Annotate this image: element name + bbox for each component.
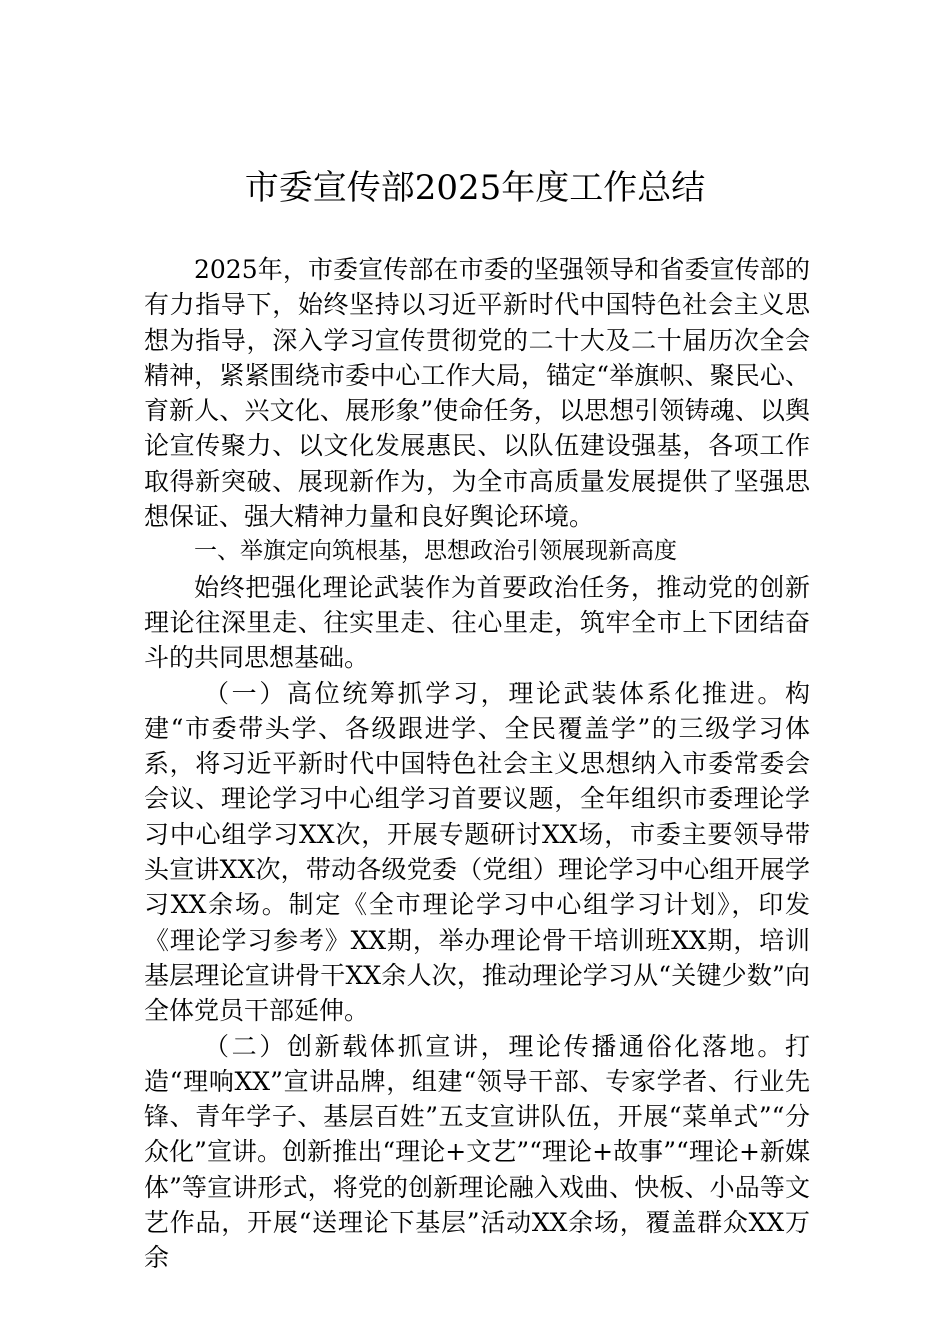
subsection-1-paragraph: （一）高位统筹抓学习，理论武装体系化推进。构建“市委带头学、各级跟进学、全民覆盖学”的三级学习体系，将习近平新时代中国特色社会主义思想纳入市委常委会会议、理论学习中心组学习首要议题，全年组织市委理论学习中心组学习XX次，开展专题研讨XX场，市委主要领导带头宣讲XX次，带动各级党委（党组）理论学习中心组开展学习XX余场。制定《全市理论学习中心组学习计划》，印发《理论学习参考》XX期，举办理论骨干培训班XX期，培训基层理论宣讲骨干XX余人次，推动理论学习从“关键少数”向全体党员干部延伸。 <box>144 678 810 1026</box>
section-1-intro-paragraph: 始终把强化理论武装作为首要政治任务，推动党的创新理论往深里走、往实里走、往心里走，筑牢全市上下团结奋斗的共同思想基础。 <box>144 572 810 673</box>
document-body <box>144 252 810 1276</box>
intro-paragraph: 2025年，市委宣传部在市委的坚强领导和省委宣传部的有力指导下，始终坚持以习近平新时代中国特色社会主义思想为指导，深入学习宣传贯彻党的二十大及二十届历次全会精神，紧紧围绕市委中心工作大局，锚定“举旗帜、聚民心、育新人、兴文化、展形象”使命任务，以思想引领铸魂、以舆论宣传聚力、以文化发展惠民、以队伍建设强基，各项工作取得新突破、展现新作为，为全市高质量发展提供了坚强思想保证、强大精神力量和良好舆论环境。 <box>144 255 810 532</box>
subsection-2-paragraph: （二）创新载体抓宣讲，理论传播通俗化落地。打造“理响XX”宣讲品牌，组建“领导干部、专家学者、行业先锋、青年学子、基层百姓”五支宣讲队伍，开展“菜单式”“分众化”宣讲。创新推出“理论+文艺”“理论+故事”“理论+新媒体”等宣讲形式，将党的创新理论融入戏曲、快板、小品等文艺作品，开展“送理论下基层”活动XX余场，覆盖群众XX万余 <box>144 1031 810 1273</box>
section-heading-1: 一、举旗定向筑根基，思想政治引领展现新高度 <box>194 538 677 565</box>
document-title: 市委宣传部2025年度工作总结 <box>244 168 706 208</box>
